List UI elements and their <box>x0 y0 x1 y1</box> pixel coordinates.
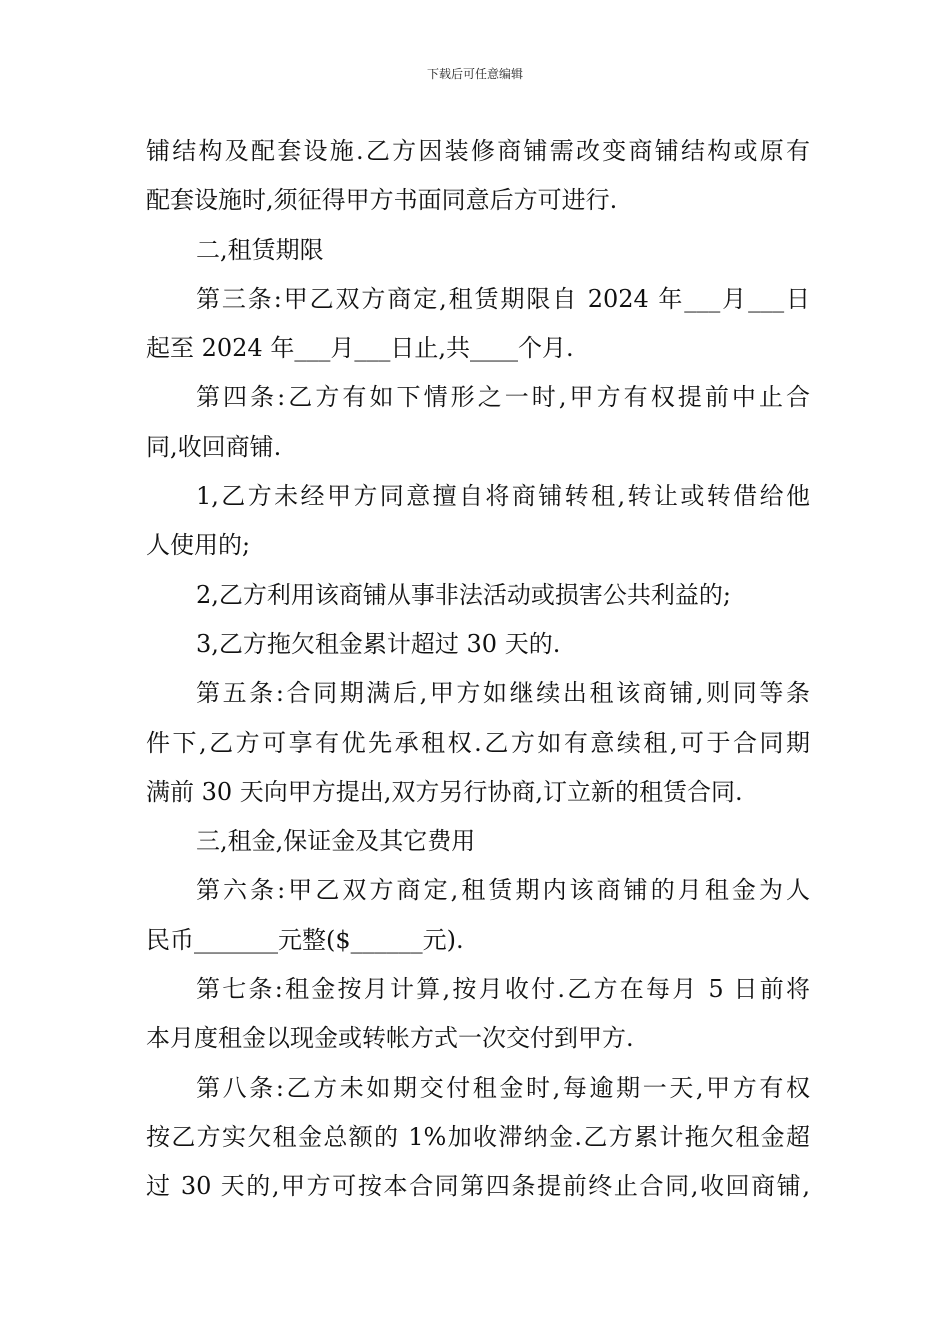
document-line: 满前 30 天向甲方提出,双方另行协商,订立新的租赁合同. <box>146 777 743 806</box>
document-line: 民币_______元整($______元). <box>146 925 464 954</box>
document-line: 同,收回商铺. <box>146 432 282 461</box>
document-line: 第八条:乙方未如期交付租金时,每逾期一天,甲方有权 <box>196 1073 810 1102</box>
document-line: 铺结构及配套设施.乙方因装修商铺需改变商铺结构或原有 <box>146 137 810 165</box>
document-line: 人使用的; <box>146 531 251 560</box>
document-line: 配套设施时,须征得甲方书面同意后方可进行. <box>146 186 618 215</box>
document-line: 第六条:甲乙双方商定,租赁期内该商铺的月租金为人 <box>196 876 810 905</box>
document-line: 2,乙方利用该商铺从事非法活动或损害公共利益的; <box>196 580 731 609</box>
document-line: 二,租赁期限 <box>196 235 324 264</box>
page-header: 下载后可任意编辑 <box>426 67 523 81</box>
document-line: 件下,乙方可享有优先承租权.乙方如有意续租,可于合同期 <box>146 728 810 757</box>
document-line: 起至 2024 年___月___日止,共____个月. <box>146 334 574 363</box>
document-line: 第三条:甲乙双方商定,租赁期限自 2024 年___月___日 <box>196 284 810 313</box>
document-line: 第五条:合同期满后,甲方如继续出租该商铺,则同等条 <box>196 679 810 708</box>
document-line: 按乙方实欠租金总额的 1%加收滞纳金.乙方累计拖欠租金超 <box>146 1122 810 1151</box>
document-line: 3,乙方拖欠租金累计超过 30 天的. <box>196 629 561 658</box>
document-line: 三,租金,保证金及其它费用 <box>196 827 476 856</box>
document-line: 本月度租金以现金或转帐方式一次交付到甲方. <box>146 1024 634 1053</box>
document-line: 第四条:乙方有如下情形之一时,甲方有权提前中止合 <box>196 383 810 412</box>
document-line: 过 30 天的,甲方可按本合同第四条提前终止合同,收回商铺, <box>146 1172 810 1201</box>
document-body <box>146 127 810 1212</box>
document-line: 1,乙方未经甲方同意擅自将商铺转租,转让或转借给他 <box>196 482 810 511</box>
document-line: 第七条:租金按月计算,按月收付.乙方在每月 5 日前将 <box>196 975 810 1004</box>
